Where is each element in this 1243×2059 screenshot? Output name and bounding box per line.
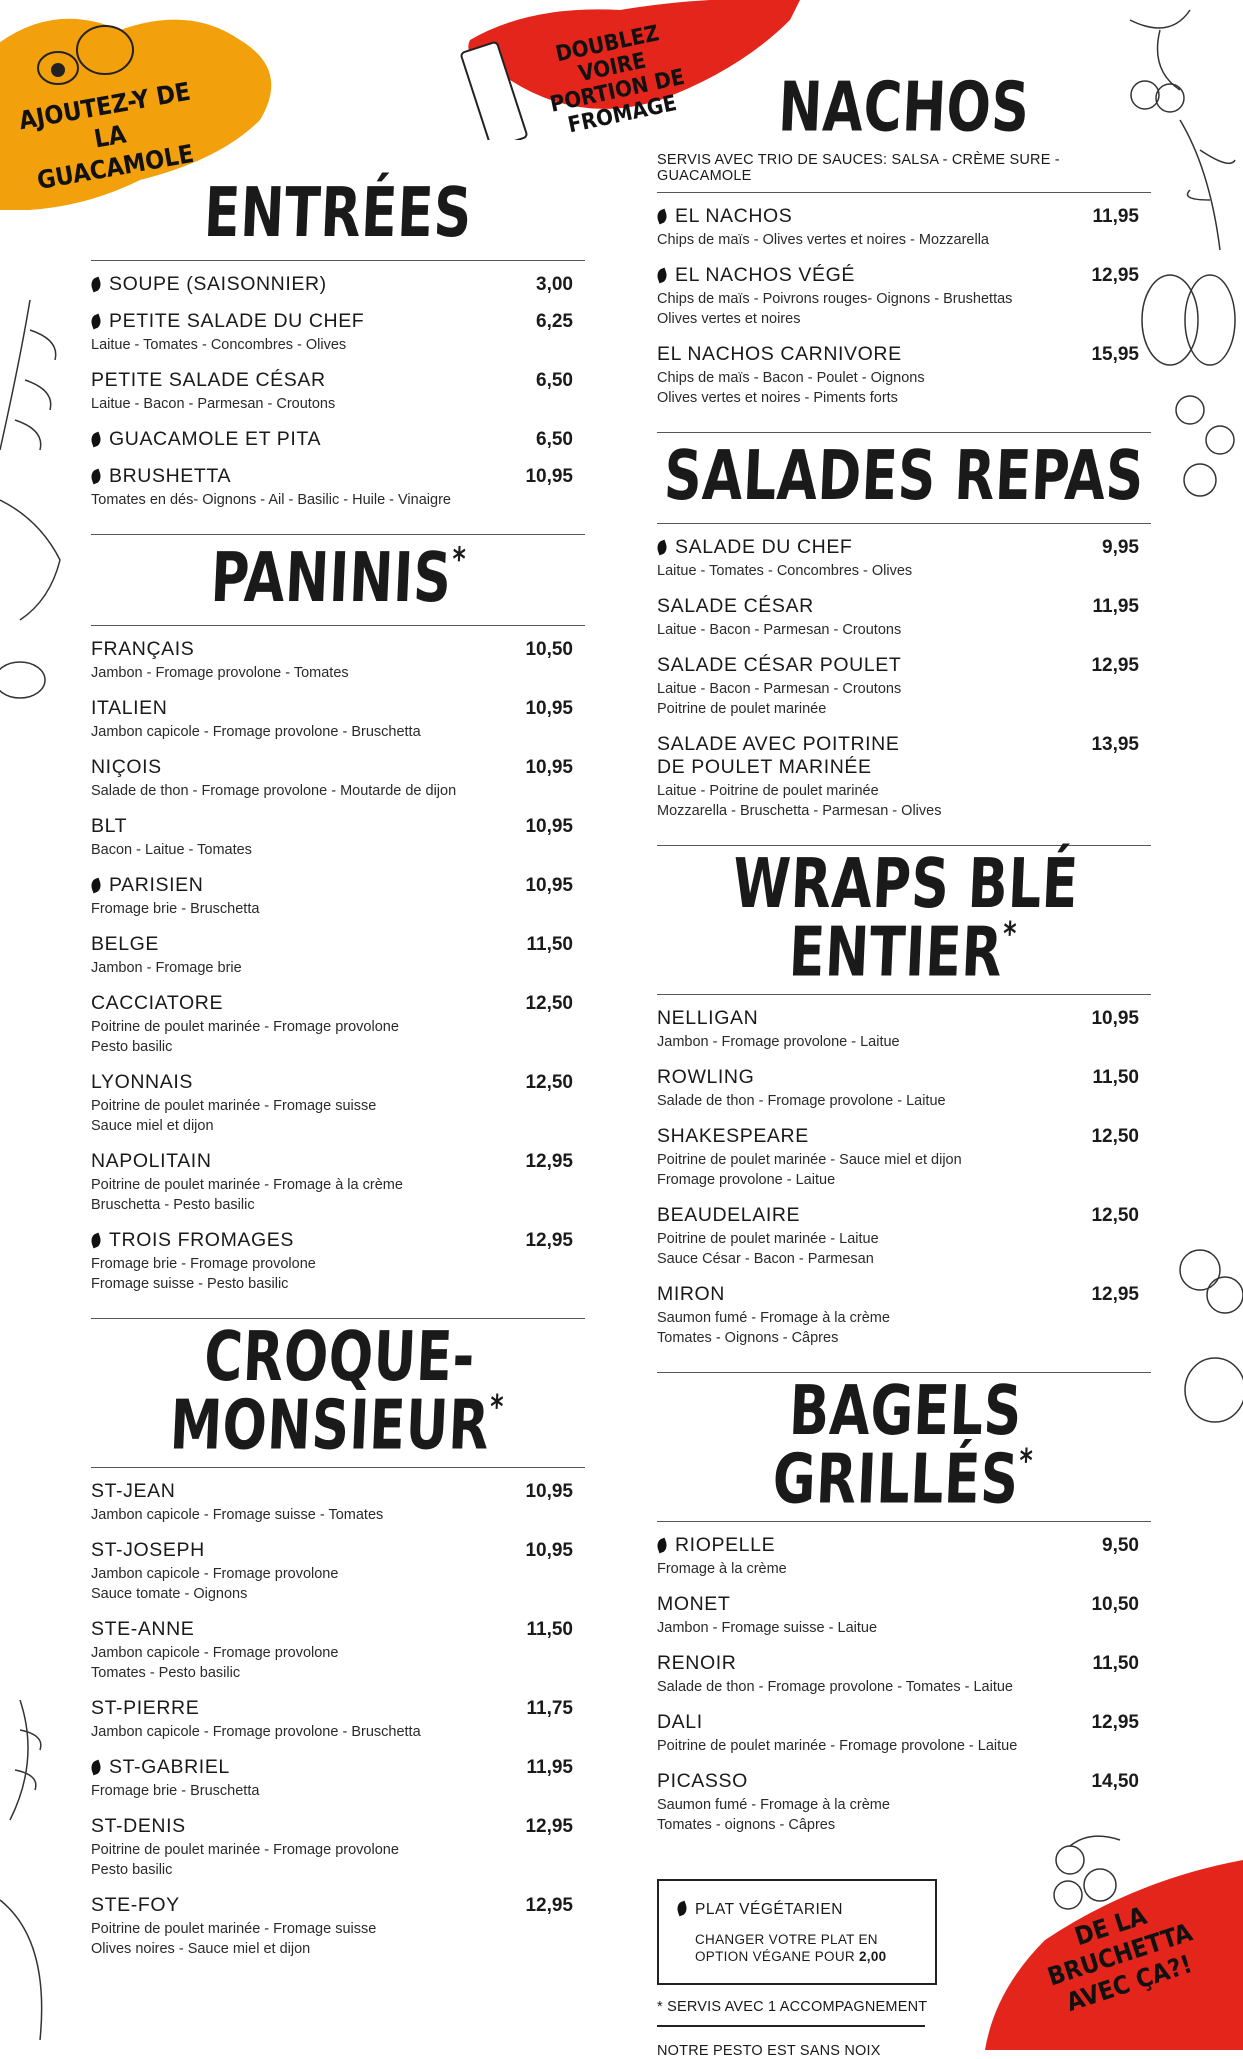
menu-item-price: 12,95 bbox=[525, 1151, 573, 1172]
menu-item-description: Fromage brie - Bruschetta bbox=[91, 901, 260, 917]
vegan-option-price: 2,00 bbox=[859, 1949, 887, 1964]
menu-item-name: ITALIEN bbox=[91, 697, 168, 719]
menu-item-description: Chips de maïs - Poivrons rouges- Oignons - Brushettas Olives vertes et noires bbox=[657, 291, 1013, 327]
leaf-icon bbox=[675, 1901, 689, 1917]
wraps-section bbox=[657, 843, 1151, 1373]
bruschetta-badge-text: DE LA BRUCHETTA AVEC ÇA?! bbox=[1043, 1900, 1196, 2017]
menu-item-price: 10,95 bbox=[525, 1540, 573, 1561]
menu-item-name: STE-FOY bbox=[91, 1894, 180, 1916]
menu-item-name-wrap bbox=[91, 1071, 193, 1094]
menu-item-name-wrap bbox=[91, 465, 231, 488]
menu-item-name-wrap bbox=[657, 1283, 725, 1306]
menu-item-description: Jambon - Fromage provolone - Tomates bbox=[91, 665, 349, 681]
menu-item-name: NAPOLITAIN bbox=[91, 1150, 212, 1172]
menu-item-description: Laitue - Bacon - Parmesan - Croutons Poitrine de poulet marinée bbox=[657, 681, 902, 717]
menu-item-header bbox=[91, 1894, 573, 1917]
menu-item-name: EL NACHOS VÉGÉ bbox=[675, 264, 855, 286]
menu-item-header bbox=[91, 273, 573, 296]
menu-item-header bbox=[657, 1283, 1139, 1306]
menu-item-name-wrap bbox=[91, 428, 321, 451]
menu-item-name: SOUPE (SAISONNIER) bbox=[109, 273, 327, 295]
menu-item-header bbox=[657, 1593, 1139, 1616]
menu-item-header bbox=[91, 815, 573, 838]
menu-item-name: STE-ANNE bbox=[91, 1618, 195, 1640]
nachos-list bbox=[657, 193, 1151, 432]
menu-item-price: 12,95 bbox=[1091, 265, 1139, 286]
menu-item-name-wrap bbox=[657, 1125, 809, 1148]
menu-item bbox=[91, 369, 585, 414]
menu-item-name: ST-JEAN bbox=[91, 1480, 176, 1502]
menu-item-header bbox=[91, 1539, 573, 1562]
menu-item-name: ST-JOSEPH bbox=[91, 1539, 205, 1561]
menu-item-name: ROWLING bbox=[657, 1066, 755, 1088]
menu-item-name-wrap bbox=[657, 264, 855, 287]
menu-item-description: Poitrine de poulet marinée - Laitue Sauce César - Bacon - Parmesan bbox=[657, 1231, 879, 1267]
menu-item-description: Laitue - Bacon - Parmesan - Croutons bbox=[657, 622, 902, 638]
menu-item-price: 12,95 bbox=[1091, 1284, 1139, 1305]
menu-item bbox=[657, 1534, 1151, 1579]
vegetarian-title-row bbox=[677, 1901, 915, 1919]
menu-item-name: ST-GABRIEL bbox=[109, 1756, 230, 1778]
menu-item-description: Fromage brie - Bruschetta bbox=[91, 1783, 260, 1799]
menu-item-header bbox=[657, 733, 1139, 779]
menu-item-name-wrap bbox=[657, 1007, 758, 1030]
menu-item bbox=[91, 1815, 585, 1880]
menu-item-price: 9,95 bbox=[1102, 537, 1139, 558]
menu-item-description: Jambon capicole - Fromage provolone Tomates - Pesto basilic bbox=[91, 1645, 339, 1681]
menu-item-description: Jambon capicole - Fromage suisse - Tomates bbox=[91, 1507, 384, 1523]
menu-item-name-wrap bbox=[657, 733, 899, 779]
menu-item-description: Saumon fumé - Fromage à la crème Tomates - Oignons - Câpres bbox=[657, 1310, 890, 1346]
menu-item-description: Poitrine de poulet marinée - Fromage suisse Olives noires - Sauce miel et dijon bbox=[91, 1921, 377, 1957]
menu-item-price: 12,95 bbox=[1091, 1712, 1139, 1733]
salades-title bbox=[655, 425, 1154, 531]
croque-list bbox=[91, 1468, 585, 1983]
menu-item-description: Jambon - Fromage suisse - Laitue bbox=[657, 1620, 878, 1636]
menu-item bbox=[657, 1283, 1151, 1348]
menu-item-price: 15,95 bbox=[1091, 344, 1139, 365]
menu-item-header bbox=[657, 536, 1139, 559]
menu-item-name-wrap bbox=[91, 697, 167, 720]
entrees-section bbox=[91, 170, 585, 535]
menu-item bbox=[91, 1618, 585, 1683]
menu-item bbox=[657, 595, 1151, 640]
menu-item-header bbox=[657, 1711, 1139, 1734]
menu-item-header bbox=[91, 1618, 573, 1641]
leaf-icon bbox=[89, 1760, 103, 1776]
menu-item bbox=[91, 756, 585, 801]
menu-item-header bbox=[657, 205, 1139, 228]
vegetarian-text: CHANGER VOTRE PLAT EN OPTION VÉGANE POUR bbox=[695, 1932, 878, 1964]
menu-item-price: 3,00 bbox=[536, 274, 573, 295]
menu-item-price: 10,95 bbox=[525, 816, 573, 837]
menu-item-name: RIOPELLE bbox=[675, 1534, 776, 1556]
menu-item-name: EL NACHOS bbox=[675, 205, 793, 227]
menu-item-name: SALADE CÉSAR POULET bbox=[657, 654, 902, 676]
menu-item-description: Poitrine de poulet marinée - Fromage provolone Pesto basilic bbox=[91, 1842, 399, 1878]
menu-item-price: 11,95 bbox=[1092, 206, 1139, 227]
menu-item-header bbox=[91, 465, 573, 488]
salades-section bbox=[657, 433, 1151, 846]
menu-item-name-wrap bbox=[91, 1815, 186, 1838]
menu-item-name-wrap bbox=[91, 310, 364, 333]
menu-item-header bbox=[657, 343, 1139, 366]
menu-item-description: Jambon capicole - Fromage provolone - Bruschetta bbox=[91, 724, 421, 740]
herb-sketch-left bbox=[0, 300, 80, 720]
menu-item-price: 11,50 bbox=[526, 1619, 573, 1640]
menu-item-name-wrap bbox=[657, 205, 792, 228]
menu-item-price: 12,50 bbox=[525, 993, 573, 1014]
nachos-subtitle: SERVIS AVEC TRIO DE SAUCES: SALSA - CRÈME SURE - GUACAMOLE bbox=[657, 152, 1060, 184]
menu-item bbox=[91, 1539, 585, 1604]
menu-item-header bbox=[657, 654, 1139, 677]
asterisk: * bbox=[451, 539, 467, 579]
menu-item-header bbox=[657, 1534, 1139, 1557]
menu-item-price: 13,95 bbox=[1091, 734, 1139, 755]
menu-item bbox=[657, 1007, 1151, 1052]
menu-item bbox=[91, 428, 585, 451]
menu-item-description: Bacon - Laitue - Tomates bbox=[91, 842, 252, 858]
menu-item-name: SALADE AVEC POITRINE DE POULET MARINÉE bbox=[657, 733, 900, 778]
menu-item-description: Jambon capicole - Fromage provolone - Bruschetta bbox=[91, 1724, 421, 1740]
paninis-title-text: PANINIS bbox=[209, 537, 454, 618]
menu-item-name-wrap bbox=[91, 756, 162, 779]
menu-item-header bbox=[91, 933, 573, 956]
menu-item-price: 10,95 bbox=[525, 875, 573, 896]
menu-item-name: MIRON bbox=[657, 1283, 725, 1305]
asterisk: * bbox=[489, 1387, 505, 1427]
menu-item-header bbox=[91, 428, 573, 451]
menu-item-name: FRANÇAIS bbox=[91, 638, 195, 660]
menu-item-name-wrap bbox=[657, 1652, 736, 1675]
menu-item-name-wrap bbox=[91, 1480, 175, 1503]
menu-item-name-wrap bbox=[91, 815, 127, 838]
cheese-badge-text: DOUBLEZ VOIRE PORTION DE FROMAGE bbox=[547, 21, 687, 139]
menu-item-name: PICASSO bbox=[657, 1770, 748, 1792]
menu-item bbox=[91, 992, 585, 1057]
menu-item bbox=[657, 1711, 1151, 1756]
entrees-list bbox=[91, 261, 585, 534]
menu-item-name-wrap bbox=[91, 933, 159, 956]
asterisk: * bbox=[1018, 1441, 1034, 1481]
menu-item-description: Poitrine de poulet marinée - Fromage provolone Pesto basilic bbox=[91, 1019, 399, 1055]
menu-item-name-wrap bbox=[657, 1711, 703, 1734]
leaf-icon bbox=[89, 1233, 103, 1249]
leaf-icon bbox=[89, 432, 103, 448]
menu-item bbox=[91, 697, 585, 742]
bagels-title-text: BAGELS GRILLÉS bbox=[771, 1370, 1024, 1519]
menu-item bbox=[91, 310, 585, 355]
menu-item-price: 12,95 bbox=[525, 1816, 573, 1837]
menu-item-name: EL NACHOS CARNIVORE bbox=[657, 343, 902, 365]
menu-item bbox=[91, 1150, 585, 1215]
menu-item-header bbox=[91, 1815, 573, 1838]
menu-item-header bbox=[91, 756, 573, 779]
menu-item-name: NIÇOIS bbox=[91, 756, 162, 778]
menu-item bbox=[91, 1480, 585, 1525]
wraps-title bbox=[653, 833, 1155, 1008]
menu-item-description: Fromage à la crème bbox=[657, 1561, 787, 1577]
menu-item-name: BEAUDELAIRE bbox=[657, 1204, 801, 1226]
menu-item-name-wrap bbox=[657, 536, 852, 559]
menu-item bbox=[91, 1756, 585, 1801]
menu-item bbox=[657, 1593, 1151, 1638]
nachos-title bbox=[655, 63, 1153, 153]
menu-item-description: Jambon - Fromage provolone - Laitue bbox=[657, 1034, 900, 1050]
menu-item-description: Laitue - Poitrine de poulet marinée Mozzarella - Bruschetta - Parmesan - Olives bbox=[657, 783, 942, 819]
menu-item-header bbox=[657, 1770, 1139, 1793]
menu-item-price: 12,95 bbox=[525, 1230, 573, 1251]
menu-item-description: Salade de thon - Fromage provolone - Tomates - Laitue bbox=[657, 1679, 1013, 1695]
menu-item-name: DALI bbox=[657, 1711, 703, 1733]
menu-item-name-wrap bbox=[91, 1756, 230, 1779]
menu-item-name: SALADE CÉSAR bbox=[657, 595, 814, 617]
menu-item bbox=[91, 1229, 585, 1294]
menu-item bbox=[91, 465, 585, 510]
menu-item bbox=[657, 264, 1151, 329]
menu-item-header bbox=[657, 1125, 1139, 1148]
guacamole-badge-text: AJOUTEZ-Y DE LA GUACAMOLE bbox=[16, 76, 196, 196]
leaf-icon bbox=[89, 314, 103, 330]
menu-item-name: SHAKESPEARE bbox=[657, 1125, 809, 1147]
menu-item bbox=[91, 273, 585, 296]
croque-title-text: CROQUE-MONSIEUR bbox=[168, 1316, 492, 1465]
divider bbox=[657, 2025, 925, 2027]
menu-item bbox=[657, 654, 1151, 719]
menu-item-price: 6,50 bbox=[536, 429, 573, 450]
menu-item bbox=[91, 874, 585, 919]
asterisk: * bbox=[1002, 914, 1018, 954]
left-column bbox=[91, 170, 585, 1983]
menu-item bbox=[657, 733, 1151, 821]
menu-item-name: ST-DENIS bbox=[91, 1815, 186, 1837]
croque-section bbox=[91, 1316, 585, 1983]
menu-item bbox=[91, 815, 585, 860]
menu-item-name-wrap bbox=[91, 638, 194, 661]
menu-item-header bbox=[657, 264, 1139, 287]
menu-item-price: 12,50 bbox=[1091, 1205, 1139, 1226]
menu-item-price: 10,95 bbox=[1091, 1008, 1139, 1029]
pesto-note: NOTRE PESTO EST SANS NOIX bbox=[657, 2043, 881, 2059]
menu-item-price: 14,50 bbox=[1091, 1771, 1139, 1792]
salades-title-text: SALADES REPAS bbox=[662, 435, 1146, 516]
menu-item-price: 10,95 bbox=[525, 698, 573, 719]
menu-item-description: Salade de thon - Fromage provolone - Laitue bbox=[657, 1093, 946, 1109]
menu-item-price: 11,95 bbox=[1092, 596, 1139, 617]
leaf-icon bbox=[89, 277, 103, 293]
menu-item-header bbox=[657, 1007, 1139, 1030]
menu-item-description: Saumon fumé - Fromage à la crème Tomates - oignons - Câpres bbox=[657, 1797, 890, 1833]
bagels-title bbox=[653, 1360, 1155, 1535]
leaf-sketch-bottom bbox=[0, 1700, 60, 2048]
menu-item-name-wrap bbox=[91, 369, 326, 392]
menu-item-price: 10,50 bbox=[1091, 1594, 1139, 1615]
menu-item-header bbox=[91, 638, 573, 661]
menu-item-header bbox=[91, 369, 573, 392]
menu-item-name-wrap bbox=[91, 1697, 199, 1720]
menu-item-name: MONET bbox=[657, 1593, 731, 1615]
menu-item-name-wrap bbox=[91, 1618, 194, 1641]
bagels-list bbox=[657, 1522, 1151, 1859]
leaf-icon bbox=[655, 540, 669, 556]
menu-item-name: BRUSHETTA bbox=[109, 465, 232, 487]
nachos-title-text: NACHOS bbox=[776, 66, 1032, 147]
menu-item-price: 10,50 bbox=[525, 639, 573, 660]
paninis-list bbox=[91, 626, 585, 1318]
menu-item-price: 10,95 bbox=[525, 757, 573, 778]
menu-item-name: BLT bbox=[91, 815, 128, 837]
menu-item-name-wrap bbox=[91, 1150, 212, 1173]
menu-item bbox=[657, 536, 1151, 581]
menu-item-description: Jambon capicole - Fromage provolone Sauce tomate - Oignons bbox=[91, 1566, 339, 1602]
bagels-section bbox=[657, 1370, 1151, 1859]
paninis-section bbox=[91, 535, 585, 1319]
menu-item-header bbox=[91, 1150, 573, 1173]
menu-item-name-wrap bbox=[657, 654, 901, 677]
menu-item-price: 6,50 bbox=[536, 370, 573, 391]
menu-item-price: 11,95 bbox=[526, 1757, 573, 1778]
menu-item-name: PETITE SALADE CÉSAR bbox=[91, 369, 326, 391]
menu-item-description: Salade de thon - Fromage provolone - Moutarde de dijon bbox=[91, 783, 457, 799]
menu-item-description: Chips de maïs - Bacon - Poulet - Oignons Olives vertes et noires - Piments forts bbox=[657, 370, 925, 406]
menu-item-name: RENOIR bbox=[657, 1652, 737, 1674]
vegetarian-text-row bbox=[677, 1931, 915, 1965]
menu-item-name-wrap bbox=[91, 1539, 205, 1562]
menu-item-name-wrap bbox=[91, 273, 327, 296]
menu-item bbox=[91, 1894, 585, 1959]
entrees-title bbox=[89, 162, 588, 268]
menu-item-price: 12,95 bbox=[1091, 655, 1139, 676]
menu-item-description: Poitrine de poulet marinée - Fromage suisse Sauce miel et dijon bbox=[91, 1098, 377, 1134]
tomato-sketch bbox=[1170, 1240, 1243, 1440]
menu-item bbox=[657, 1204, 1151, 1269]
leaf-icon bbox=[655, 268, 669, 284]
menu-item bbox=[91, 1697, 585, 1742]
menu-item-header bbox=[91, 1229, 573, 1252]
menu-item-description: Jambon - Fromage brie bbox=[91, 960, 242, 976]
menu-item-header bbox=[91, 310, 573, 333]
menu-item-name-wrap bbox=[657, 595, 814, 618]
paninis-title bbox=[89, 527, 588, 633]
menu-item-name-wrap bbox=[657, 1534, 775, 1557]
menu-item-name-wrap bbox=[91, 874, 203, 897]
menu-item-name-wrap bbox=[657, 1204, 800, 1227]
menu-item-name: LYONNAIS bbox=[91, 1071, 193, 1093]
leaf-icon bbox=[655, 209, 669, 225]
menu-item-price: 11,50 bbox=[1092, 1067, 1139, 1088]
menu-item-name-wrap bbox=[91, 1229, 294, 1252]
menu-item-header bbox=[657, 1204, 1139, 1227]
menu-item-header bbox=[657, 595, 1139, 618]
menu-item-description: Poitrine de poulet marinée - Sauce miel et dijon Fromage provolone - Laitue bbox=[657, 1152, 962, 1188]
menu-item-price: 10,95 bbox=[525, 1481, 573, 1502]
menu-item bbox=[657, 1652, 1151, 1697]
menu-item-description: Poitrine de poulet marinée - Fromage à la crème Bruschetta - Pesto basilic bbox=[91, 1177, 403, 1213]
menu-item bbox=[91, 933, 585, 978]
leaf-icon bbox=[89, 878, 103, 894]
menu-item-header bbox=[91, 1756, 573, 1779]
menu-item-name: TROIS FROMAGES bbox=[109, 1229, 294, 1251]
wraps-list bbox=[657, 995, 1151, 1372]
menu-item-name-wrap bbox=[657, 1770, 748, 1793]
menu-item-header bbox=[657, 1652, 1139, 1675]
vegetarian-title: PLAT VÉGÉTARIEN bbox=[695, 1901, 843, 1918]
menu-item bbox=[91, 638, 585, 683]
menu-item bbox=[657, 343, 1151, 408]
menu-item-name-wrap bbox=[657, 343, 902, 366]
menu-item bbox=[657, 1066, 1151, 1111]
menu-item-name-wrap bbox=[91, 992, 223, 1015]
menu-item-name-wrap bbox=[91, 1894, 180, 1917]
menu-item-header bbox=[91, 874, 573, 897]
menu-item-description: Chips de maïs - Olives vertes et noires - Mozzarella bbox=[657, 232, 989, 248]
menu-item bbox=[657, 1770, 1151, 1835]
menu-item-header bbox=[657, 1066, 1139, 1089]
entrees-title-text: ENTRÉES bbox=[202, 172, 474, 253]
menu-item-description: Laitue - Tomates - Concombres - Olives bbox=[657, 563, 913, 579]
menu-item-name: BELGE bbox=[91, 933, 160, 955]
menu-item-price: 10,95 bbox=[525, 466, 573, 487]
menu-item-header bbox=[91, 1480, 573, 1503]
menu-item bbox=[91, 1071, 585, 1136]
menu-item-name: ST-PIERRE bbox=[91, 1697, 200, 1719]
menu-item-price: 11,50 bbox=[526, 934, 573, 955]
menu-item-description: Fromage brie - Fromage provolone Fromage suisse - Pesto basilic bbox=[91, 1256, 316, 1292]
menu-item-price: 12,50 bbox=[1091, 1126, 1139, 1147]
menu-item-name: NELLIGAN bbox=[657, 1007, 759, 1029]
menu-item-name-wrap bbox=[657, 1593, 730, 1616]
menu-item-name: CACCIATORE bbox=[91, 992, 224, 1014]
wraps-title-text: WRAPS BLÉ ENTIER bbox=[731, 843, 1081, 992]
leaf-icon bbox=[655, 1538, 669, 1554]
menu-item-name-wrap bbox=[657, 1066, 754, 1089]
menu-item bbox=[657, 1125, 1151, 1190]
served-note: * SERVIS AVEC 1 ACCOMPAGNEMENT bbox=[657, 1999, 928, 2015]
menu-item-name: PETITE SALADE DU CHEF bbox=[109, 310, 365, 332]
croque-title bbox=[87, 1306, 589, 1481]
menu-item-price: 6,25 bbox=[536, 311, 573, 332]
menu-item-price: 12,50 bbox=[525, 1072, 573, 1093]
menu-item-description: Laitue - Tomates - Concombres - Olives bbox=[91, 337, 347, 353]
menu-item-name: PARISIEN bbox=[109, 874, 204, 896]
menu-item-description: Tomates en dés- Oignons - Ail - Basilic - Huile - Vinaigre bbox=[91, 492, 451, 508]
menu-item-header bbox=[91, 697, 573, 720]
menu-item-header bbox=[91, 1071, 573, 1094]
salades-list bbox=[657, 524, 1151, 845]
menu-item bbox=[657, 205, 1151, 250]
menu-item-description: Poitrine de poulet marinée - Fromage provolone - Laitue bbox=[657, 1738, 1018, 1754]
menu-item-header bbox=[91, 1697, 573, 1720]
menu-item-description: Laitue - Bacon - Parmesan - Croutons bbox=[91, 396, 336, 412]
vegetarian-box bbox=[657, 1879, 937, 1985]
menu-item-name: SALADE DU CHEF bbox=[675, 536, 853, 558]
nachos-section bbox=[657, 66, 1151, 433]
menu-item-header bbox=[91, 992, 573, 1015]
menu-item-price: 12,95 bbox=[525, 1895, 573, 1916]
menu-item-price: 11,75 bbox=[526, 1698, 573, 1719]
menu-item-price: 11,50 bbox=[1092, 1653, 1139, 1674]
leaf-icon bbox=[89, 469, 103, 485]
menu-item-name: GUACAMOLE ET PITA bbox=[109, 428, 322, 450]
menu-item-price: 9,50 bbox=[1102, 1535, 1139, 1556]
right-column bbox=[657, 66, 1151, 2059]
